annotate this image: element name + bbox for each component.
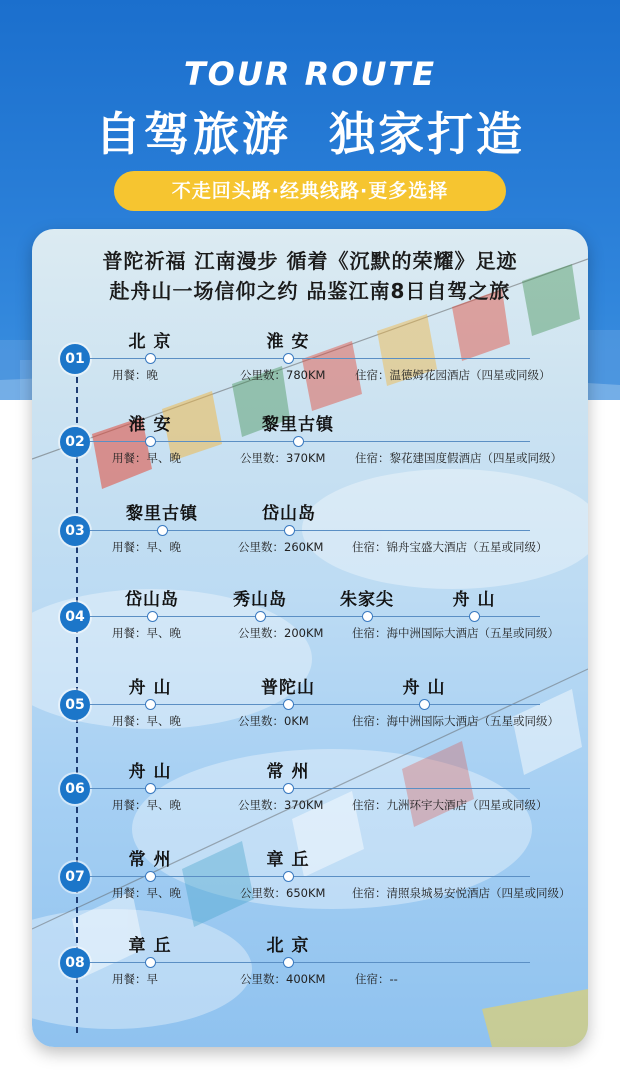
distance-info: 公里数：200KM <box>238 626 324 640</box>
meal-info: 用餐：早、晚 <box>112 540 181 554</box>
day-number-badge: 03 <box>60 516 90 546</box>
eyebrow-title: TOUR ROUTE <box>183 55 437 93</box>
day-row <box>32 499 588 581</box>
day-row <box>32 585 588 667</box>
stop-dot <box>283 353 294 364</box>
stop-dot <box>145 353 156 364</box>
stay-info: 住宿：九洲环宇大酒店（四星或同级） <box>352 798 548 812</box>
meal-info: 用餐：早、晚 <box>112 451 181 465</box>
stop-dot <box>293 436 304 447</box>
stop-dot <box>145 436 156 447</box>
stop-name: 岱山岛 <box>125 590 179 610</box>
stop-name: 章 丘 <box>266 850 310 870</box>
stay-info: 住宿：黎花建国度假酒店（四星或同级） <box>355 451 562 465</box>
card-title-line-2: 赴舟山一场信仰之约 品鉴江南8日自驾之旅 <box>109 279 511 303</box>
day-row <box>32 410 588 492</box>
day-row <box>32 845 588 927</box>
day-number-badge: 08 <box>60 948 90 978</box>
stop-dot <box>145 871 156 882</box>
meal-info: 用餐：早 <box>112 972 158 986</box>
day-row <box>32 327 588 409</box>
meal-info: 用餐：早、晚 <box>112 626 181 640</box>
meal-info: 用餐：晚 <box>112 368 158 382</box>
stop-dot <box>283 699 294 710</box>
stop-dot <box>362 611 373 622</box>
route-line <box>90 962 530 963</box>
stop-name: 普陀山 <box>261 678 315 698</box>
stay-info: 住宿：锦舟宝盛大酒店（五星或同级） <box>352 540 548 554</box>
meal-info: 用餐：早、晚 <box>112 798 181 812</box>
day-row <box>32 757 588 839</box>
stop-name: 常 州 <box>266 762 310 782</box>
stay-info: 住宿：海中洲国际大酒店（五星或同级） <box>352 714 559 728</box>
stop-name: 淮 安 <box>128 415 172 435</box>
distance-info: 公里数：400KM <box>240 972 326 986</box>
distance-info: 公里数：260KM <box>238 540 324 554</box>
distance-info: 公里数：370KM <box>238 798 324 812</box>
stop-dot <box>157 525 168 536</box>
stop-dot <box>419 699 430 710</box>
day-row <box>32 931 588 1013</box>
stop-name: 北 京 <box>128 332 172 352</box>
day-number-badge: 07 <box>60 862 90 892</box>
stop-dot <box>145 957 156 968</box>
stop-name: 岱山岛 <box>262 504 316 524</box>
card-title-line-1: 普陀祈福 江南漫步 循着《沉默的荣耀》足迹 <box>102 249 518 273</box>
stop-name: 淮 安 <box>266 332 310 352</box>
distance-info: 公里数：780KM <box>240 368 326 382</box>
route-line <box>90 441 530 442</box>
stop-name: 舟 山 <box>128 678 172 698</box>
stop-dot <box>145 783 156 794</box>
stop-name: 黎里古镇 <box>262 415 334 435</box>
stop-dot <box>145 699 156 710</box>
headline-title: 自驾旅游 独家打造 <box>94 107 526 161</box>
meal-info: 用餐：早、晚 <box>112 714 181 728</box>
stop-name: 黎里古镇 <box>126 504 198 524</box>
itinerary-card <box>32 229 588 1047</box>
day-number-badge: 01 <box>60 344 90 374</box>
stop-name: 常 州 <box>128 850 172 870</box>
stay-info: 住宿：清照泉城易安悦酒店（四星或同级） <box>352 886 571 900</box>
stop-name: 舟 山 <box>402 678 446 698</box>
route-line <box>90 358 530 359</box>
route-line <box>90 704 540 705</box>
feature-pill: 不走回头路·经典线路·更多选择 <box>114 171 506 211</box>
stay-info: 住宿：温德姆花园酒店（四星或同级） <box>355 368 551 382</box>
meal-info: 用餐：早、晚 <box>112 886 181 900</box>
route-line <box>90 530 530 531</box>
stop-dot <box>284 525 295 536</box>
day-number-badge: 02 <box>60 427 90 457</box>
distance-info: 公里数：650KM <box>240 886 326 900</box>
distance-info: 公里数：370KM <box>240 451 326 465</box>
route-line <box>90 788 530 789</box>
stay-info: 住宿：海中洲国际大酒店（五星或同级） <box>352 626 559 640</box>
stop-dot <box>469 611 480 622</box>
stop-dot <box>147 611 158 622</box>
day-number-badge: 06 <box>60 774 90 804</box>
stop-name: 秀山岛 <box>233 590 287 610</box>
route-line <box>90 876 530 877</box>
stop-name: 朱家尖 <box>340 590 394 610</box>
distance-info: 公里数：0KM <box>238 714 309 728</box>
day-number-badge: 05 <box>60 690 90 720</box>
stop-dot <box>283 957 294 968</box>
stay-info: 住宿：-- <box>355 972 398 986</box>
day-row <box>32 673 588 755</box>
stop-name: 北 京 <box>266 936 310 956</box>
stop-name: 舟 山 <box>452 590 496 610</box>
stop-name: 章 丘 <box>128 936 172 956</box>
stop-dot <box>283 871 294 882</box>
stop-dot <box>283 783 294 794</box>
day-number-badge: 04 <box>60 602 90 632</box>
stop-dot <box>255 611 266 622</box>
stop-name: 舟 山 <box>128 762 172 782</box>
